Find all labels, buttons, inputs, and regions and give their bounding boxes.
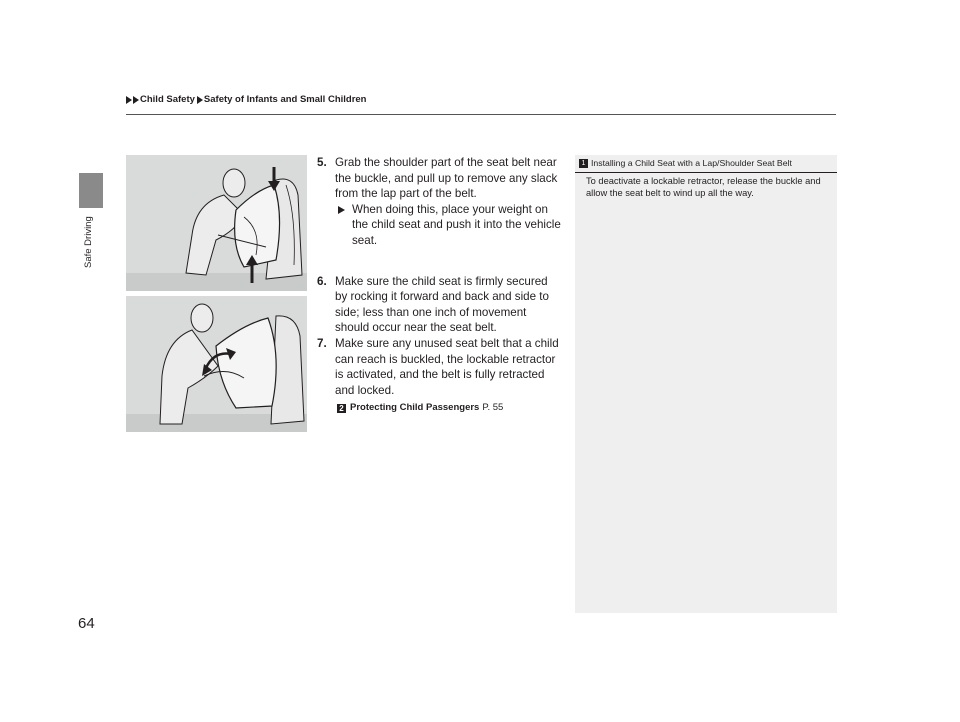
breadcrumb-arrow-icon (197, 96, 203, 104)
breadcrumb-current: Safety of Infants and Small Children (203, 94, 367, 105)
step-number: 7. (317, 336, 327, 350)
breadcrumb (126, 94, 367, 105)
section-label: Safe Driving (83, 216, 94, 268)
step-text: Make sure the child seat is firmly secured by rocking it forward and back and side to side; less than one inch of movement should occur near the seat belt. (335, 274, 549, 335)
figure-rock-seat (126, 296, 307, 432)
instruction-steps (317, 155, 562, 416)
breadcrumb-arrow-icon (126, 96, 132, 104)
note-header (575, 155, 837, 171)
step-5-note (335, 202, 562, 249)
cross-reference-link[interactable] (335, 400, 562, 416)
section-tab (79, 173, 103, 208)
figure-pull-belt (126, 155, 307, 291)
figure-rock-seat-illustration (126, 296, 307, 432)
reference-icon: 2 (337, 404, 346, 413)
note-arrow-icon (338, 206, 345, 214)
step-number: 5. (317, 156, 327, 169)
step-5 (317, 155, 562, 249)
step-6 (317, 274, 562, 336)
note-body: To deactivate a lockable retractor, release the buckle and allow the seat belt to wind up all the way. (586, 176, 821, 199)
note-title: Installing a Child Seat with a Lap/Shoulder Seat Belt (591, 158, 792, 168)
step-text: Grab the shoulder part of the seat belt near the buckle, and pull up to remove any slack from the lap part of the belt. (335, 156, 558, 201)
xref-page: P. 55 (482, 402, 504, 414)
breadcrumb-child-safety[interactable]: Child Safety (140, 94, 195, 105)
step-7 (317, 336, 562, 398)
xref-title[interactable]: Protecting Child Passengers (350, 402, 480, 414)
sidebar-note (575, 155, 837, 613)
header-rule (126, 114, 836, 115)
breadcrumb-arrow-icon (133, 96, 139, 104)
step-number: 6. (317, 274, 327, 288)
page-number: 64 (78, 615, 95, 632)
step-text: Make sure any unused seat belt that a child can reach is buckled, the lockable retractor is activated, and the belt is fully retracted and locked. (335, 336, 559, 397)
note-rule (575, 172, 837, 173)
step-sub-text: When doing this, place your weight on the child seat and push it into the vehicle seat. (352, 202, 561, 247)
figure-pull-belt-illustration (126, 155, 307, 291)
note-number-icon: 1 (579, 159, 588, 168)
